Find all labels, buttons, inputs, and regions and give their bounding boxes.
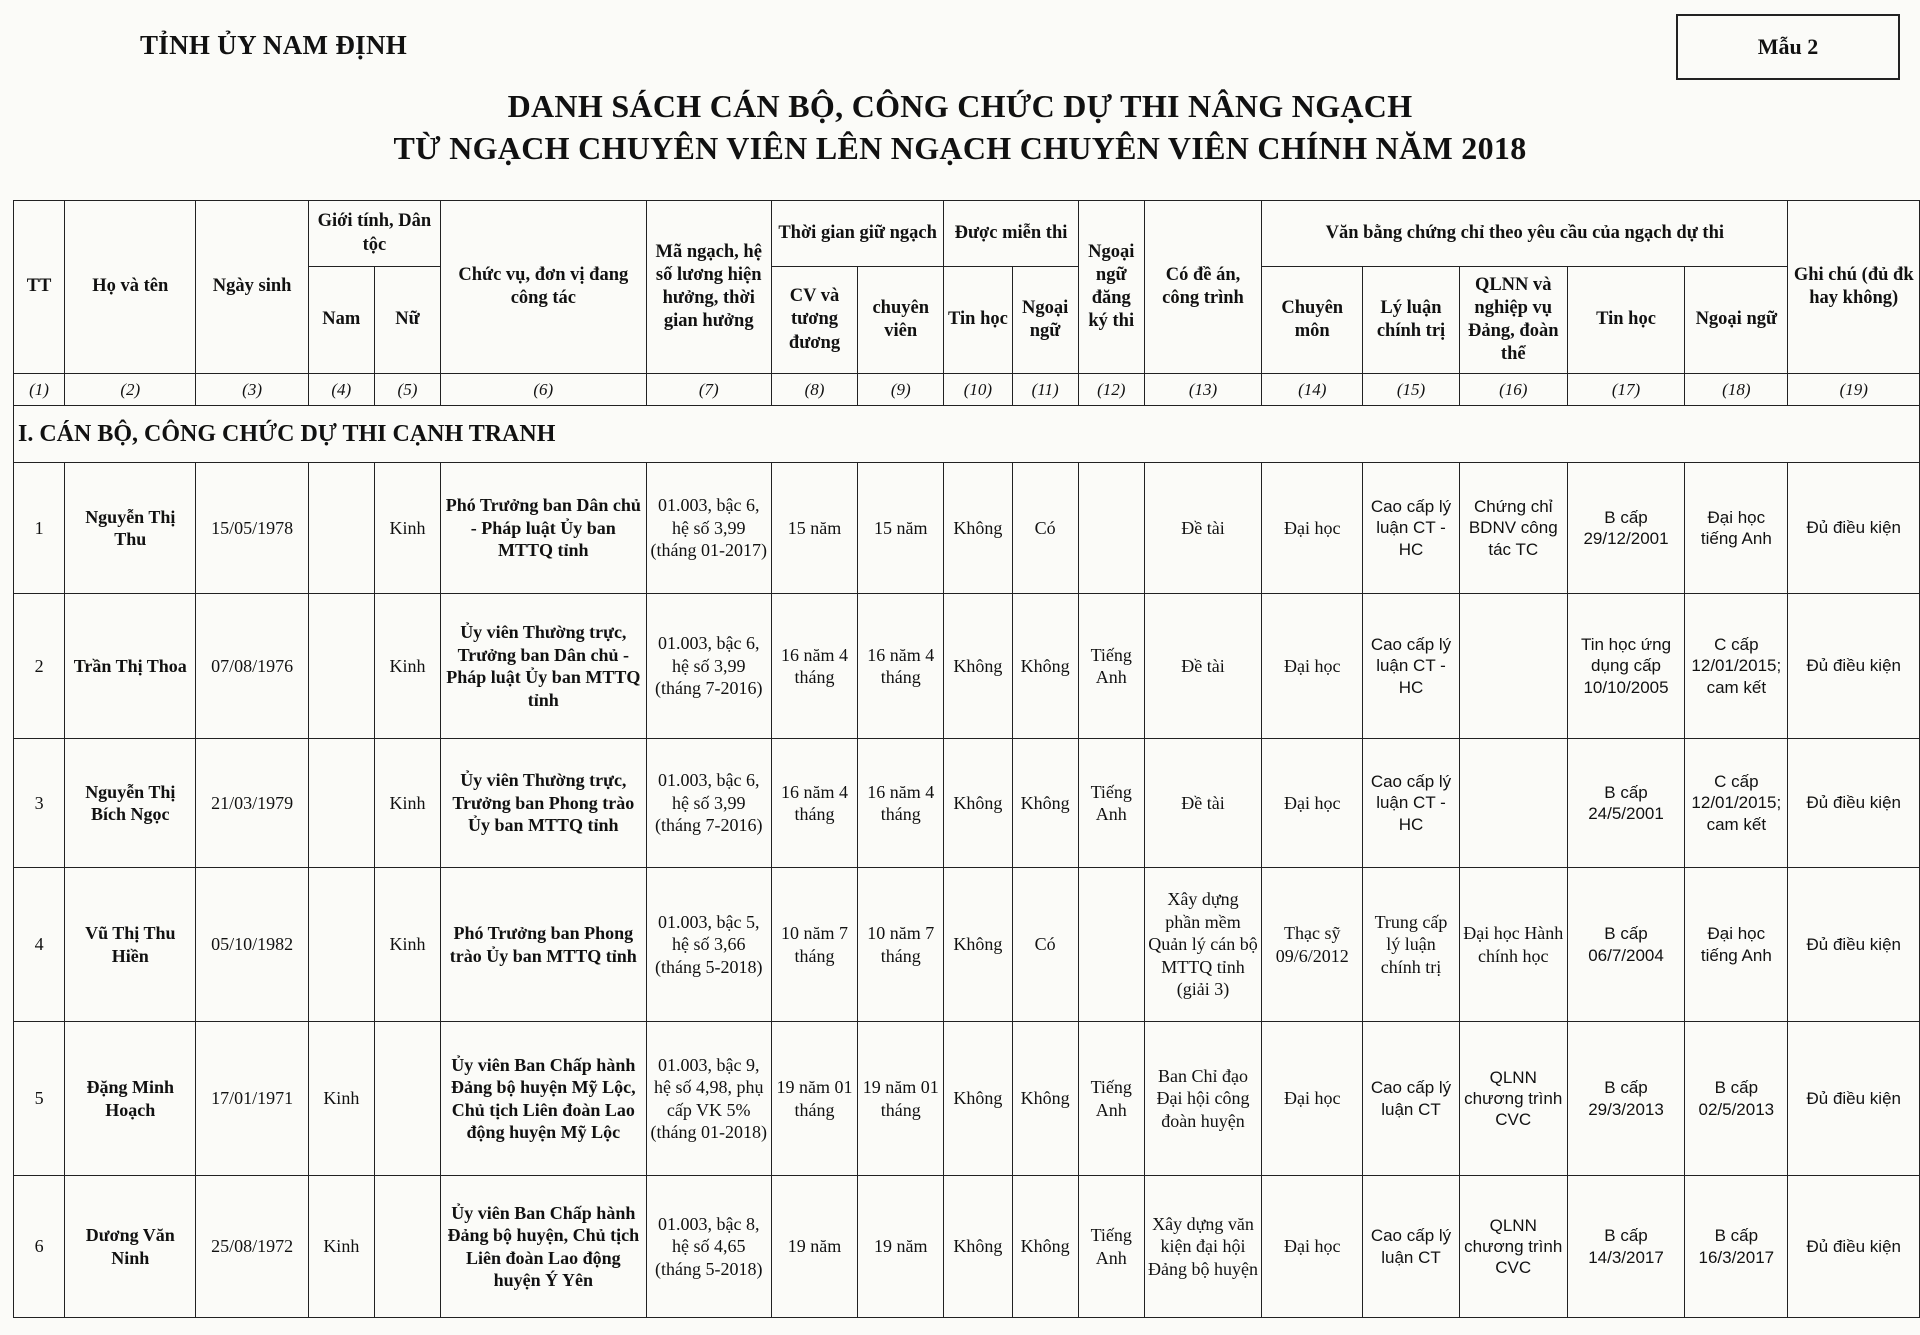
col-number: (7) [646,374,771,406]
cell-grade: 01.003, bậc 6, hệ số 3,99 (tháng 7-2016) [646,594,771,739]
table-row [14,594,1920,739]
cell-position: Ủy viên Ban Chấp hành Đảng bộ huyện Mỹ Lộc, Chủ tịch Liên đoàn Lao động huyện Mỹ Lộc [441,1022,647,1176]
col-number: (2) [65,374,196,406]
cell-lang-cert: Đại học tiếng Anh [1685,463,1788,594]
cell-dob: 15/05/1978 [196,463,308,594]
col-number: (11) [1012,374,1078,406]
cell-female: Kinh [374,463,440,594]
cell-tt: 2 [14,594,65,739]
col-name: Họ và tên [65,201,196,374]
cell-it-cert: B cấp 14/3/2017 [1567,1176,1684,1318]
cell-name: Nguyễn Thị Bích Ngọc [65,739,196,868]
section-row [14,406,1920,463]
cell-project: Đề tài [1144,594,1261,739]
cell-tt: 5 [14,1022,65,1176]
cell-note: Đủ điều kiện [1788,1022,1920,1176]
cell-dob: 05/10/1982 [196,868,308,1022]
cell-position: Ủy viên Thường trực, Trưởng ban Phong trào Ủy ban MTTQ tỉnh [441,739,647,868]
cell-political: Cao cấp lý luận CT - HC [1363,739,1459,868]
org-name: TỈNH ỦY NAM ĐỊNH [140,30,408,60]
cell-state-mgmt: QLNN chương trình CVC [1459,1176,1567,1318]
col-lang-registered: Ngoại ngữ đăng ký thi [1078,201,1144,374]
cell-project: Đề tài [1144,739,1261,868]
col-cv-equiv: CV và tương đương [771,267,857,374]
cell-exempt-lang: Có [1012,463,1078,594]
cell-tt: 1 [14,463,65,594]
col-number: (9) [858,374,944,406]
cell-tt: 6 [14,1176,65,1318]
cell-it-cert: B cấp 29/12/2001 [1567,463,1684,594]
col-it-cert: Tin học [1567,267,1684,374]
cell-tt: 4 [14,868,65,1022]
cell-state-mgmt [1459,594,1567,739]
cell-exempt-it: Không [944,594,1012,739]
cell-state-mgmt: Chứng chỉ BDNV công tác TC [1459,463,1567,594]
document-title-line2: TỪ NGẠCH CHUYÊN VIÊN LÊN NGẠCH CHUYÊN VIÊN CHÍNH NĂM 2018 [393,130,1527,166]
cell-lang-registered: Tiếng Anh [1078,1176,1144,1318]
cell-name: Trần Thị Thoa [65,594,196,739]
cell-name: Dương Văn Ninh [65,1176,196,1318]
col-tt: TT [14,201,65,374]
header-row-1 [14,201,1920,267]
cell-state-mgmt [1459,739,1567,868]
table-row [14,1176,1920,1318]
table-row [14,739,1920,868]
cell-lang-registered: Tiếng Anh [1078,1022,1144,1176]
col-number: (10) [944,374,1012,406]
cell-lang-registered [1078,463,1144,594]
cell-dob: 07/08/1976 [196,594,308,739]
cell-dob: 21/03/1979 [196,739,308,868]
cell-specialist: 15 năm [858,463,944,594]
cell-it-cert: B cấp 24/5/2001 [1567,739,1684,868]
cell-female: Kinh [374,594,440,739]
cell-male [308,739,374,868]
cell-political: Cao cấp lý luận CT [1363,1022,1459,1176]
cell-exempt-lang: Không [1012,1176,1078,1318]
cell-female: Kinh [374,868,440,1022]
cell-female: Kinh [374,739,440,868]
cell-note: Đủ điều kiện [1788,463,1920,594]
cell-lang-registered: Tiếng Anh [1078,594,1144,739]
col-lang-cert: Ngoại ngữ [1685,267,1788,374]
cell-political: Trung cấp lý luận chính trị [1363,868,1459,1022]
cell-exempt-lang: Không [1012,1022,1078,1176]
col-grade: Mã ngạch, hệ số lương hiện hưởng, thời gian hưởng [646,201,771,374]
col-expertise: Chuyên môn [1262,267,1363,374]
form-label: Mẫu 2 [1757,34,1819,59]
col-male: Nam [308,267,374,374]
col-state-mgmt: QLNN và nghiệp vụ Đảng, đoàn thể [1459,267,1567,374]
cell-cv-equiv: 19 năm [771,1176,857,1318]
cell-exempt-it: Không [944,739,1012,868]
cell-exempt-lang: Không [1012,594,1078,739]
cell-specialist: 19 năm [858,1176,944,1318]
form-label-box [1676,14,1900,80]
cell-lang-cert: C cấp 12/01/2015; cam kết [1685,594,1788,739]
cell-expertise: Đại học [1262,739,1363,868]
cell-specialist: 19 năm 01 tháng [858,1022,944,1176]
cell-exempt-it: Không [944,868,1012,1022]
cell-female [374,1022,440,1176]
cell-state-mgmt: Đại học Hành chính học [1459,868,1567,1022]
col-number: (12) [1078,374,1144,406]
cell-male: Kinh [308,1022,374,1176]
table-row [14,463,1920,594]
col-number: (4) [308,374,374,406]
col-number: (17) [1567,374,1684,406]
col-number: (6) [441,374,647,406]
cell-project: Ban Chỉ đạo Đại hội công đoàn huyện [1144,1022,1261,1176]
col-number: (13) [1144,374,1261,406]
cell-political: Cao cấp lý luận CT [1363,1176,1459,1318]
cell-name: Nguyễn Thị Thu [65,463,196,594]
col-specialist: chuyên viên [858,267,944,374]
cell-note: Đủ điều kiện [1788,1176,1920,1318]
cell-exempt-lang: Có [1012,868,1078,1022]
col-exempt: Được miễn thi [944,201,1078,267]
cell-lang-cert: B cấp 16/3/2017 [1685,1176,1788,1318]
cell-specialist: 16 năm 4 tháng [858,739,944,868]
cell-dob: 17/01/1971 [196,1022,308,1176]
cell-grade: 01.003, bậc 6, hệ số 3,99 (tháng 01-2017) [646,463,771,594]
cell-lang-registered: Tiếng Anh [1078,739,1144,868]
cell-grade: 01.003, bậc 5, hệ số 3,66 (tháng 5-2018) [646,868,771,1022]
col-number: (18) [1685,374,1788,406]
col-number: (15) [1363,374,1459,406]
col-exempt-lang: Ngoại ngữ [1012,267,1078,374]
cell-cv-equiv: 19 năm 01 tháng [771,1022,857,1176]
cell-cv-equiv: 16 năm 4 tháng [771,739,857,868]
cell-lang-cert: C cấp 12/01/2015; cam kết [1685,739,1788,868]
cell-male [308,463,374,594]
cell-it-cert: B cấp 06/7/2004 [1567,868,1684,1022]
cell-expertise: Đại học [1262,1022,1363,1176]
cell-project: Đề tài [1144,463,1261,594]
cell-specialist: 10 năm 7 tháng [858,868,944,1022]
cell-expertise: Thạc sỹ 09/6/2012 [1262,868,1363,1022]
col-number: (3) [196,374,308,406]
cell-state-mgmt: QLNN chương trình CVC [1459,1022,1567,1176]
cell-tt: 3 [14,739,65,868]
cell-cv-equiv: 10 năm 7 tháng [771,868,857,1022]
col-position: Chức vụ, đơn vị đang công tác [441,201,647,374]
cell-grade: 01.003, bậc 8, hệ số 4,65 (tháng 5-2018) [646,1176,771,1318]
cell-position: Ủy viên Ban Chấp hành Đảng bộ huyện, Chủ tịch Liên đoàn Lao động huyện Ý Yên [441,1176,647,1318]
cell-position: Ủy viên Thường trực, Trưởng ban Dân chủ - Pháp luật Ủy ban MTTQ tỉnh [441,594,647,739]
col-project: Có đề án, công trình [1144,201,1261,374]
col-number: (8) [771,374,857,406]
cell-political: Cao cấp lý luận CT - HC [1363,463,1459,594]
col-political: Lý luận chính trị [1363,267,1459,374]
col-number: (19) [1788,374,1920,406]
cell-political: Cao cấp lý luận CT - HC [1363,594,1459,739]
col-gender-ethnic: Giới tính, Dân tộc [308,201,440,267]
cell-expertise: Đại học [1262,594,1363,739]
cell-name: Đặng Minh Hoạch [65,1022,196,1176]
column-number-row [14,374,1920,406]
cell-male [308,868,374,1022]
col-number: (5) [374,374,440,406]
col-female: Nữ [374,267,440,374]
cell-position: Phó Trưởng ban Dân chủ - Pháp luật Ủy ban MTTQ tỉnh [441,463,647,594]
cell-project: Xây dựng phần mềm Quản lý cán bộ MTTQ tỉnh (giải 3) [1144,868,1261,1022]
col-certs: Văn bằng chứng chỉ theo yêu cầu của ngạch dự thi [1262,201,1788,267]
col-number: (1) [14,374,65,406]
table-row [14,868,1920,1022]
cell-position: Phó Trưởng ban Phong trào Ủy ban MTTQ tỉnh [441,868,647,1022]
cell-exempt-it: Không [944,463,1012,594]
col-note: Ghi chú (đủ đk hay không) [1788,201,1920,374]
cell-cv-equiv: 15 năm [771,463,857,594]
col-dob: Ngày sinh [196,201,308,374]
cell-female [374,1176,440,1318]
cell-lang-registered [1078,868,1144,1022]
col-time-held: Thời gian giữ ngạch [771,201,943,267]
col-exempt-it: Tin học [944,267,1012,374]
cell-grade: 01.003, bậc 9, hệ số 4,98, phụ cấp VK 5% (tháng 01-2018) [646,1022,771,1176]
section-title: I. CÁN BỘ, CÔNG CHỨC DỰ THI CẠNH TRANH [14,406,1920,463]
cell-expertise: Đại học [1262,463,1363,594]
cell-specialist: 16 năm 4 tháng [858,594,944,739]
candidate-table [13,200,1920,1318]
table-row [14,1022,1920,1176]
cell-male [308,594,374,739]
col-number: (16) [1459,374,1567,406]
cell-note: Đủ điều kiện [1788,868,1920,1022]
cell-project: Xây dựng văn kiện đại hội Đảng bộ huyện [1144,1176,1261,1318]
cell-note: Đủ điều kiện [1788,739,1920,868]
cell-cv-equiv: 16 năm 4 tháng [771,594,857,739]
cell-expertise: Đại học [1262,1176,1363,1318]
col-number: (14) [1262,374,1363,406]
cell-it-cert: Tin học ứng dụng cấp 10/10/2005 [1567,594,1684,739]
cell-lang-cert: Đại học tiếng Anh [1685,868,1788,1022]
cell-name: Vũ Thị Thu Hiền [65,868,196,1022]
cell-lang-cert: B cấp 02/5/2013 [1685,1022,1788,1176]
cell-exempt-it: Không [944,1022,1012,1176]
cell-note: Đủ điều kiện [1788,594,1920,739]
cell-it-cert: B cấp 29/3/2013 [1567,1022,1684,1176]
document-title-line1: DANH SÁCH CÁN BỘ, CÔNG CHỨC DỰ THI NÂNG NGẠCH [507,88,1413,124]
cell-exempt-it: Không [944,1176,1012,1318]
cell-grade: 01.003, bậc 6, hệ số 3,99 (tháng 7-2016) [646,739,771,868]
cell-dob: 25/08/1972 [196,1176,308,1318]
cell-exempt-lang: Không [1012,739,1078,868]
cell-male: Kinh [308,1176,374,1318]
